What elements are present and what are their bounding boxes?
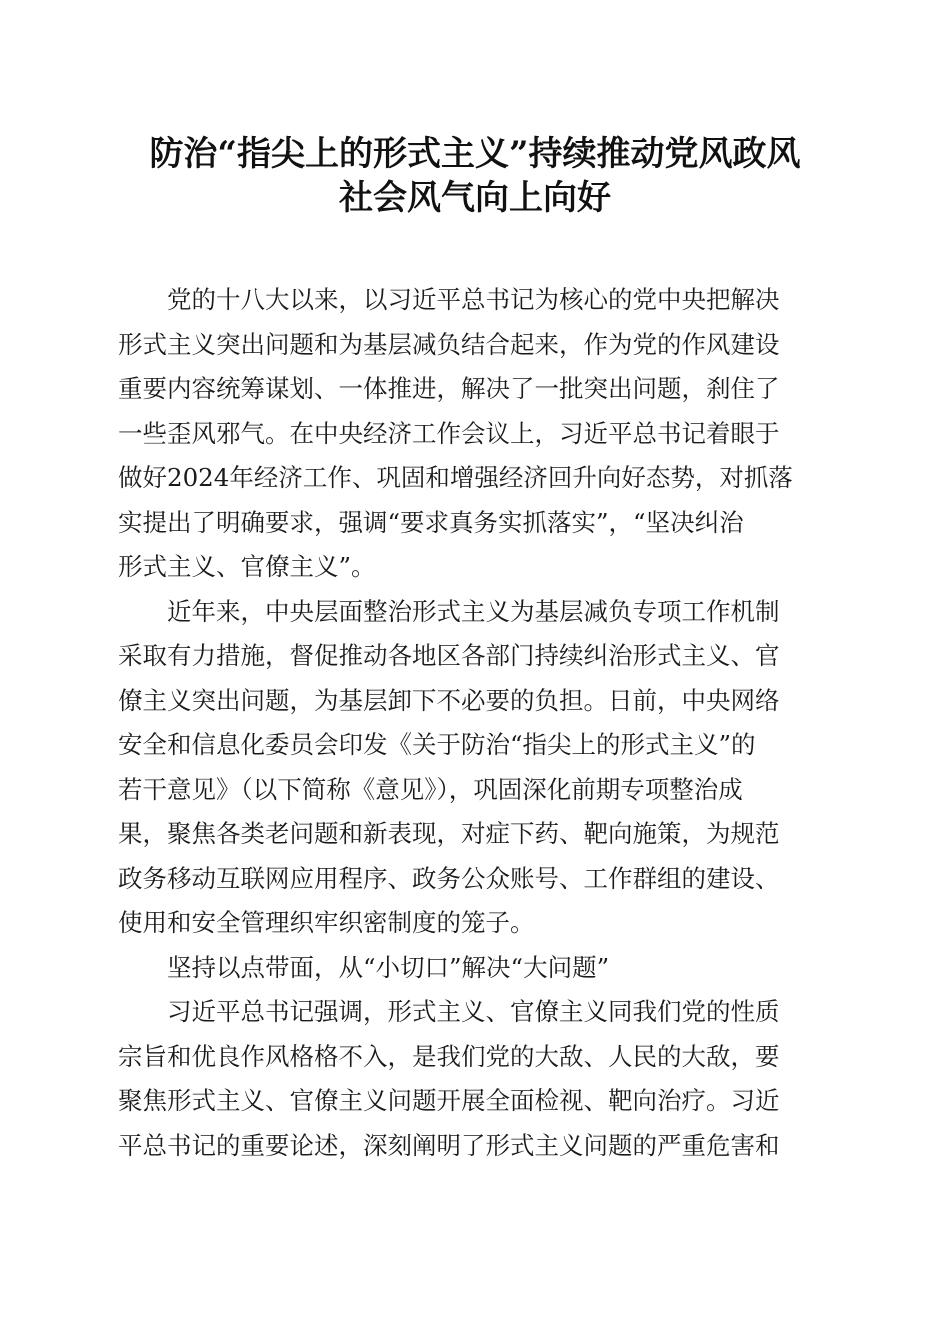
body-line: 僚主义突出问题，为基层卸下不必要的负担。日前，中央网络 [118,685,780,715]
title-line-1: 防治“指尖上的形式主义”持续推动党风政风 [149,134,801,174]
body-line: 近年来，中央层面整治形式主义为基层减负专项工作机制 [167,596,780,626]
document-body [118,278,824,1168]
body-line: 重要内容统筹谋划、一体推进，解决了一批突出问题，刹住了 [118,374,780,403]
body-line: 安全和信息化委员会印发《关于防治“指尖上的形式主义”的 [118,730,756,759]
body-line: 形式主义突出问题和为基层减负结合起来，作为党的作风建设 [118,329,780,359]
body-line: 习近平总书记强调，形式主义、官僚主义同我们党的性质 [167,997,780,1026]
body-line: 果，聚焦各类老问题和新表现，对症下药、靶向施策，为规范 [118,819,780,848]
body-line: 形式主义、官僚主义”。 [118,552,376,581]
body-line: 若干意见》（以下简称《意见》），巩固深化前期专项整治成 [118,774,743,804]
body-line: 聚焦形式主义、官僚主义问题开展全面检视、靶向治疗。习近 [118,1086,780,1115]
body-line: 使用和安全管理织牢织密制度的笼子。 [118,908,535,937]
body-line: 采取有力措施，督促推动各地区各部门持续纠治形式主义、官 [118,641,780,670]
title-line-2: 社会风气向上向好 [339,178,611,218]
body-line: 平总书记的重要论述，深刻阐明了形式主义问题的严重危害和 [118,1130,780,1160]
body-line: 一些歪风邪气。在中央经济工作会议上，习近平总书记着眼于 [118,418,780,448]
body-line: 党的十八大以来，以习近平总书记为核心的党中央把解决 [167,285,780,314]
body-line: 政务移动互联网应用程序、政务公众账号、工作群组的建设、 [118,863,780,893]
body-line: 实提出了明确要求，强调“要求真务实抓落实”，“坚决纠治 [118,507,744,537]
body-line: 宗旨和优良作风格格不入，是我们党的大敌、人民的大敌，要 [118,1041,780,1071]
document-title [100,132,850,220]
body-line: 做好2024年经济工作、巩固和增强经济回升向好态势，对抓落 [118,463,793,492]
body-line: 坚持以点带面，从“小切口”解决“大问题” [167,952,610,982]
